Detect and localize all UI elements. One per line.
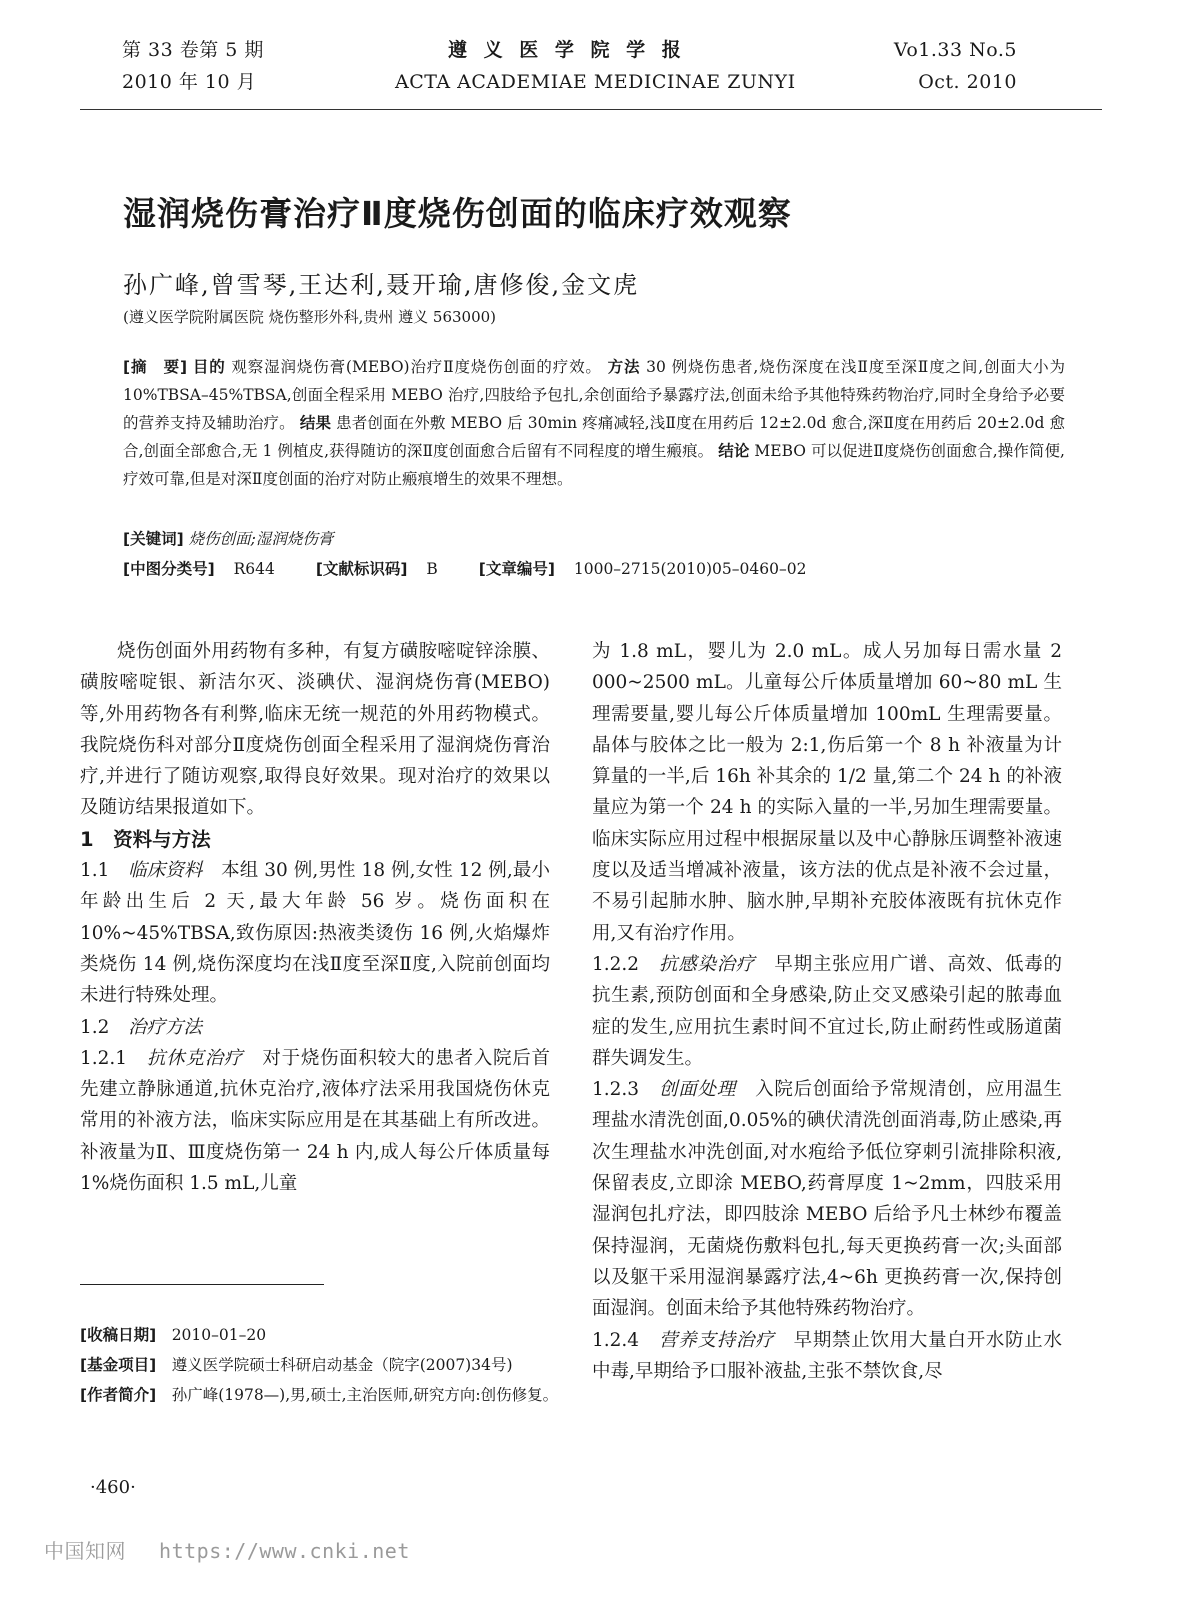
section-1-2-3 bbox=[592, 1074, 1062, 1324]
left-column bbox=[80, 636, 550, 1199]
doc-code-label: [文献标识码] bbox=[315, 560, 408, 578]
author-value: 孙广峰(1978—),男,硕士,主治医师,研究方向:创伤修复。 bbox=[171, 1386, 559, 1404]
results-text: 患者创面在外敷 MEBO 后 30min 疼痛减轻,浅Ⅱ度在用药后 12±2.0d 愈合,深Ⅱ度在用药后 20±2.0d 愈合,创面全部愈合,无 1 例植皮,获得随访的深Ⅱ度创面愈合后留有不同程度的增生瘢痕。 bbox=[123, 414, 1065, 460]
section-1-2-4 bbox=[592, 1325, 1062, 1388]
journal-name-cn: 遵 义 医 学 院 学 报 bbox=[448, 39, 686, 61]
author-list: 孙广峰,曾雪琴,王达利,聂开瑜,唐修俊,金文虎 bbox=[123, 271, 640, 299]
volume-number-en: Vo1.33 No.5 bbox=[893, 39, 1017, 61]
footnote-rule bbox=[80, 1284, 324, 1285]
received-date bbox=[80, 1320, 560, 1350]
received-value: 2010–01–20 bbox=[171, 1326, 267, 1344]
subsection-title: 营养支持治疗 bbox=[659, 1329, 775, 1351]
keywords-label: [关键词] bbox=[123, 530, 184, 548]
section-1-1 bbox=[80, 855, 550, 1011]
author-label: [作者简介] bbox=[80, 1386, 157, 1404]
clc-label: [中图分类号] bbox=[123, 560, 215, 578]
volume-issue: 第 33 卷第 5 期 bbox=[122, 39, 264, 61]
conclusion-text: MEBO 可以促进Ⅱ度烧伤创面愈合,操作简便,疗效可靠,但是对深Ⅱ度创面的治疗对防止瘢痕增生的效果不理想。 bbox=[123, 442, 1065, 488]
article-id-label: [文章编号] bbox=[478, 560, 555, 578]
section-number: 1.1 bbox=[80, 860, 110, 882]
subsection-title: 创面处理 bbox=[659, 1079, 736, 1101]
author-info bbox=[80, 1380, 560, 1410]
footnotes bbox=[80, 1320, 560, 1410]
keywords-line bbox=[123, 527, 333, 549]
cnki-watermark: 中国知网 https://www.cnki.net bbox=[44, 1539, 410, 1563]
section-text: 入院后创面给予常规清创，应用温生理盐水清洗创面,0.05%的碘伏清洗创面消毒,防止感染,再次生理盐水冲洗创面,对水疱给予低位穿刺引流排除积液,保留表皮,立即涂 MEBO,药膏厚度 1~2mm，四肢采用湿润包扎疗法，即四肢涂 MEBO 后给予凡士林纱布覆盖保持湿润，无菌烧伤敷料包扎,每天更换药膏一次;头面部以及躯干采用湿润暴露疗法,4~6h 更换药膏一次,保持创面湿润。创面未给予其他特殊药物治疗。 bbox=[592, 1079, 1062, 1320]
classification-line bbox=[123, 557, 806, 579]
section-text: 早期主张应用广谱、高效、低毒的抗生素,预防创面和全身感染,防止交叉感染引起的脓毒血症的发生,应用抗生素时间不宜过长,防止耐药性或肠道菌群失调发生。 bbox=[592, 953, 1062, 1069]
fund-value: 遵义医学院硕士科研启动基金（院字(2007)34号) bbox=[171, 1356, 513, 1374]
issue-date: 2010 年 10 月 bbox=[122, 71, 257, 93]
methods-label: 方法 bbox=[607, 358, 641, 376]
results-label: 结果 bbox=[299, 414, 332, 432]
issue-date-en: Oct. 2010 bbox=[918, 71, 1017, 93]
intro-paragraph: 烧伤创面外用药物有多种，有复方磺胺嘧啶锌涂膜、磺胺嘧啶银、新洁尔灭、淡碘伏、湿润烧伤膏(MEBO)等,外用药物各有利弊,临床无统一规范的外用药物模式。我院烧伤科对部分Ⅱ度烧伤创面全程采用了湿润烧伤膏治疗,并进行了随访观察,取得良好效果。现对治疗的效果以及随访结果报道如下。 bbox=[80, 641, 550, 819]
methods-text: 30 例烧伤患者,烧伤深度在浅Ⅱ度至深Ⅱ度之间,创面大小为 10%TBSA–45%TBSA,创面全程采用 MEBO 治疗,四肢给予包扎,余创面给予暴露疗法,创面未给予其他特殊药物治疗,同时全身给予必要的营养支持及辅助治疗。 bbox=[123, 358, 1065, 432]
subsection-title: 临床资料 bbox=[128, 860, 203, 882]
section-number: 1.2.4 bbox=[592, 1329, 640, 1351]
section-text: 对于烧伤面积较大的患者入院后首先建立静脉通道,抗休克治疗,液体疗法采用我国烧伤休克常用的补液方法，临床实际应用是在其基础上有所改进。补液量为Ⅱ、Ⅲ度烧伤第一 24 h 内,成人每公斤体质量每 1%烧伤面积 1.5 mL,儿童 bbox=[80, 1047, 550, 1195]
section-text: 早期禁止饮用大量白开水防止水中毒,早期给予口服补液盐,主张不禁饮食,尽 bbox=[592, 1329, 1062, 1382]
section-1-2 bbox=[80, 1012, 550, 1043]
section-1-2-1 bbox=[80, 1043, 550, 1199]
section-1-2-2 bbox=[592, 949, 1062, 1074]
continued-paragraph: 为 1.8 mL，婴儿为 2.0 mL。成人另加每日需水量 2 000~2500 mL。儿童每公斤体质量增加 60~80 mL 生理需要量,婴儿每公斤体质量增加 100mL 生理需要量。晶体与胶体之比一般为 2:1,伤后第一个 8 h 补液量为计算量的一半,后 16h 补其余的 1/2 量,第二个 24 h 的补液量应为第一个 24 h 的实际入量的一半,另加生理需要量。临床实际应用过程中根据尿量以及中心静脉压调整补液速度以及适当增减补液量，该方法的优点是补液不会过量，不易引起肺水肿、脑水肿,早期补充胶体液既有抗休克作用,又有治疗作用。 bbox=[592, 641, 1062, 944]
objective-text: 观察湿润烧伤膏(MEBO)治疗Ⅱ度烧伤创面的疗效。 bbox=[231, 358, 602, 376]
conclusion-label: 结论 bbox=[718, 442, 750, 460]
received-label: [收稿日期] bbox=[80, 1326, 157, 1344]
abstract bbox=[123, 353, 1065, 493]
fund-info bbox=[80, 1350, 560, 1380]
affiliation: (遵义医学院附属医院 烧伤整形外科,贵州 遵义 563000) bbox=[123, 308, 497, 326]
clc-value: R644 bbox=[233, 560, 275, 578]
subsection-title: 抗感染治疗 bbox=[659, 953, 756, 975]
fund-label: [基金项目] bbox=[80, 1356, 157, 1374]
section-text: 本组 30 例,男性 18 例,女性 12 例,最小年龄出生后 2 天,最大年龄 56 岁。烧伤面积在 10%~45%TBSA,致伤原因:热液类烫伤 16 例,火焰爆炸类烧伤 14 例,烧伤深度均在浅Ⅱ度至深Ⅱ度,入院前创面均未进行特殊处理。 bbox=[80, 860, 550, 1007]
section-number: 1.2.1 bbox=[80, 1047, 128, 1069]
keywords-text: 烧伤创面;湿润烧伤膏 bbox=[188, 530, 334, 548]
subsection-title: 治疗方法 bbox=[127, 1016, 202, 1038]
objective-label: 目的 bbox=[192, 358, 226, 376]
journal-name-en: ACTA ACADEMIAE MEDICINAE ZUNYI bbox=[395, 71, 796, 93]
header-rule bbox=[80, 109, 1102, 110]
page-number: ·460· bbox=[90, 1477, 136, 1498]
subsection-title: 抗休克治疗 bbox=[147, 1047, 244, 1069]
article-title: 湿润烧伤膏治疗Ⅱ度烧伤创面的临床疗效观察 bbox=[123, 194, 792, 233]
abstract-label: [摘 要] bbox=[123, 358, 188, 376]
section-1-heading: 1 资料与方法 bbox=[80, 827, 211, 851]
article-id-value: 1000–2715(2010)05–0460–02 bbox=[573, 560, 807, 578]
section-number: 1.2.3 bbox=[592, 1079, 640, 1101]
doc-code-value: B bbox=[426, 560, 438, 578]
right-column bbox=[592, 636, 1062, 1387]
section-number: 1.2.2 bbox=[592, 953, 640, 975]
section-number: 1.2 bbox=[80, 1016, 110, 1038]
